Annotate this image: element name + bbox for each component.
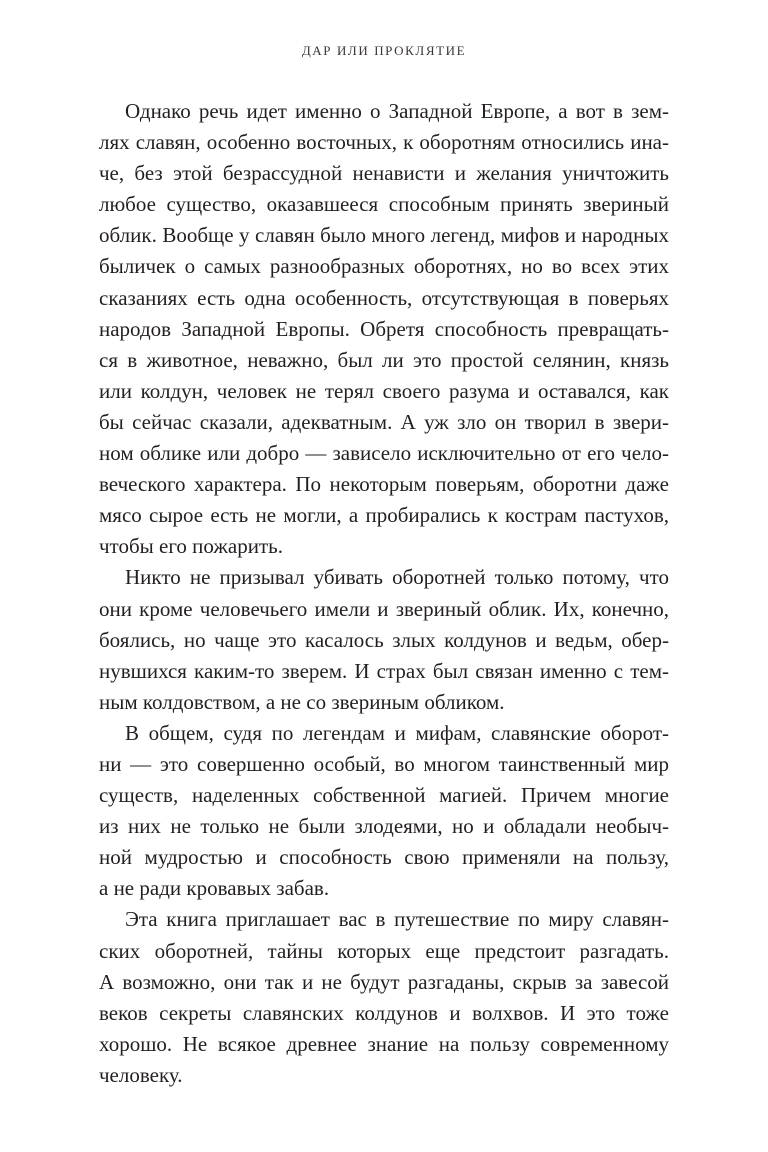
paragraph-line: а не ради кровавых забав. (99, 876, 330, 901)
paragraph-line: Никто не призывал убивать оборотней только потому, что (125, 565, 669, 590)
paragraph-line: лях славян, особенно восточных, к оборотням относились ина- (99, 130, 669, 155)
paragraph-line: из них не только не были злодеями, но и обладали необыч- (99, 814, 669, 839)
paragraph-line: хорошо. Не всякое древнее знание на пользу современному (99, 1031, 669, 1056)
paragraph-line: сказаниях есть одна особенность, отсутствующая в поверьях (99, 285, 669, 310)
paragraph-line: нувшихся каким-то зверем. И страх был связан именно с тем- (99, 658, 669, 683)
paragraph-line: веческого характера. По некоторым поверьям, оборотни даже (99, 472, 669, 497)
paragraph-line: облик. Вообще у славян было много легенд, мифов и народных (99, 223, 669, 248)
paragraph-line: ном облике или добро — зависело исключительно от его чело- (99, 441, 669, 466)
paragraph-line: че, без этой безрассудной ненависти и желания уничтожить (99, 161, 669, 186)
paragraph-line: они кроме человечьего имели и звериный облик. Их, конечно, (99, 596, 669, 621)
paragraph-line: веков секреты славянских колдунов и волхвов. И это тоже (99, 1000, 669, 1025)
paragraph-line: Эта книга приглашает вас в путешествие по миру славян- (125, 907, 669, 932)
paragraph-line: А возможно, они так и не будут разгаданы, скрыв за завесой (99, 969, 669, 994)
paragraph-line: бы сейчас сказали, адекватным. А уж зло он творил в звери- (99, 409, 669, 434)
paragraph-line: существ, наделенных собственной магией. Причем многие (99, 783, 669, 808)
paragraph-line: ни — это совершенно особый, во многом таинственный мир (99, 751, 669, 776)
paragraph-line: чтобы его пожарить. (99, 534, 283, 559)
running-header: ДАР ИЛИ ПРОКЛЯТИЕ (301, 43, 467, 58)
paragraph-line: мясо сырое есть не могли, а пробирались к кострам пастухов, (99, 503, 669, 528)
paragraph-line: любое существо, оказавшееся способным принять звериный (99, 192, 669, 217)
paragraph-line: или колдун, человек не терял своего разума и оставался, как (99, 378, 669, 403)
paragraph-line: ным колдовством, а не со звериным обликом. (99, 689, 505, 714)
paragraph-line: человеку. (99, 1062, 183, 1087)
paragraph-line: ских оборотней, тайны которых еще предстоит разгадать. (99, 938, 669, 963)
paragraph-line: боялись, но чаще это касалось злых колдунов и ведьм, обер- (99, 627, 669, 652)
paragraph-line: быличек о самых разнообразных оборотнях, но во всех этих (99, 254, 669, 279)
paragraph-line: ся в животное, неважно, был ли это простой селянин, князь (99, 347, 669, 372)
body-text (99, 96, 669, 1091)
paragraph-line: Однако речь идет именно о Западной Европе, а вот в зем- (125, 99, 669, 123)
paragraph-line: ной мудростью и способность свою применяли на пользу, (99, 845, 669, 870)
paragraph-line: народов Западной Европы. Обретя способность превращать- (99, 316, 669, 341)
paragraph-line: В общем, судя по легендам и мифам, славянские оборот- (125, 720, 669, 745)
